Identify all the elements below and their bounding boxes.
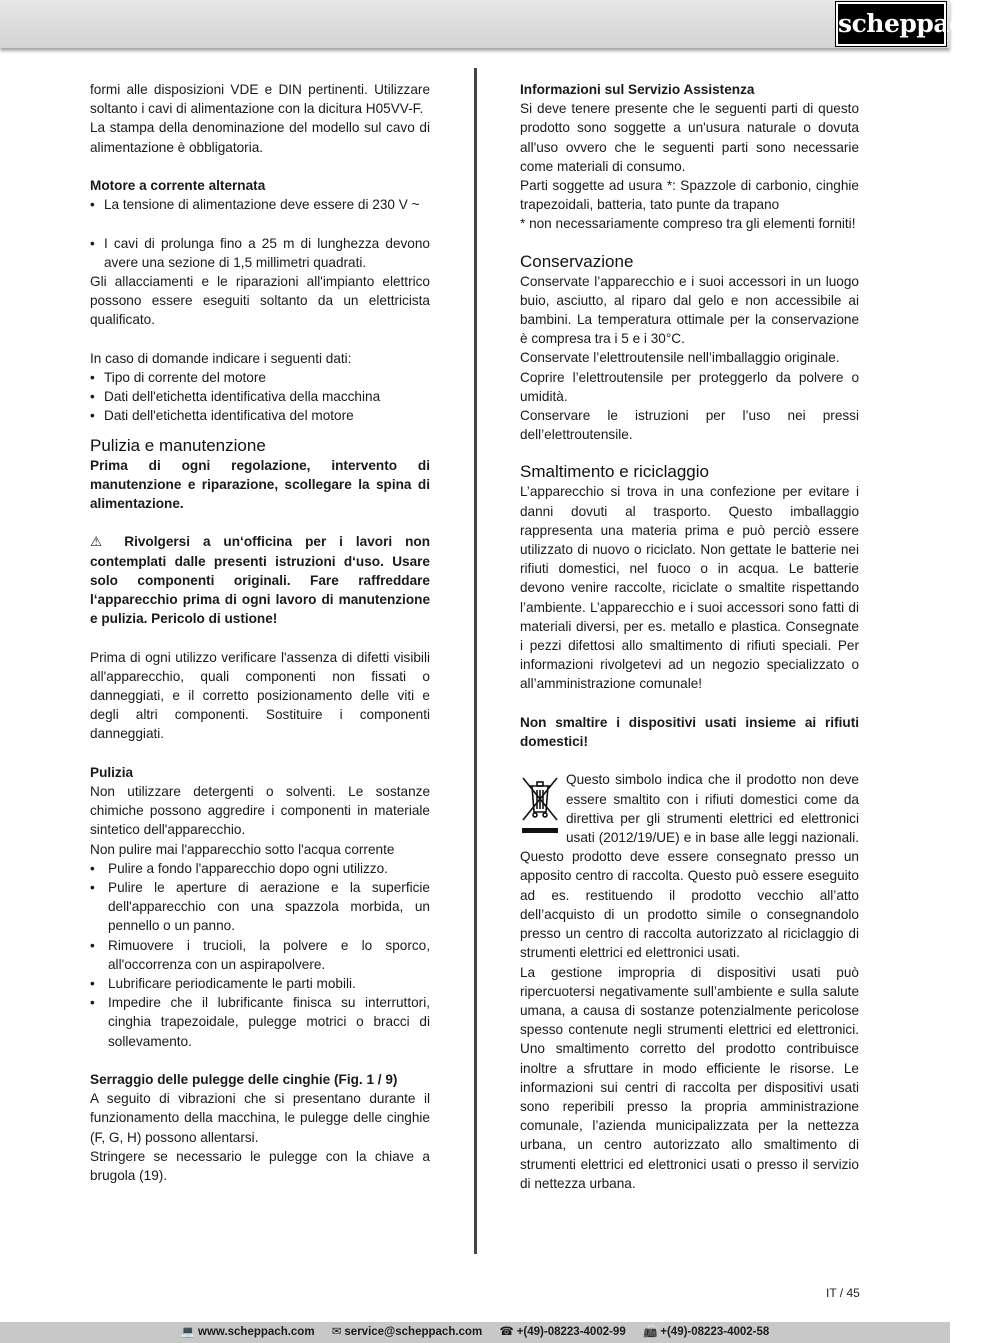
- fax-icon: 📠: [642, 1326, 658, 1338]
- footer-phone[interactable]: [499, 1326, 625, 1338]
- cleaning-warning-2: [90, 532, 430, 628]
- footer-website[interactable]: [181, 1326, 315, 1338]
- weee-crossed-bin-icon: [520, 772, 562, 838]
- list-item: • Rimuovere i trucioli, la polvere e lo sporco, all'occorrenza con un aspirapolvere.: [90, 936, 430, 974]
- cleaning-warning-1: Prima di ogni regolazione, intervento di manutenzione e riparazione, scollegare la spina di alimentazione.: [90, 457, 430, 512]
- check-text: Prima di ogni utilizzo verificare l'assenza di difetti visibili all'apparecchio, quali componenti non fissati o danneggiati, e il corretto posizionamento delle viti e degli altri componenti. Sostituire i componenti danneggiati.: [90, 649, 430, 742]
- connections-text: Gli allacciamenti e le riparazioni all'impianto elettrico possono essere eseguiti soltanto da un elettricista qualificato.: [90, 274, 430, 328]
- intro-text-2: La stampa della denominazione del modello sul cavo di alimentazione è obbligatoria.: [90, 120, 430, 155]
- intro-text-1: formi alle disposizioni VDE e DIN pertinenti. Utilizzare soltanto i cavi di alimentazione con la dicitura H05VV-F.: [90, 82, 430, 117]
- list-item: • La tensione di alimentazione deve essere di 230 V ~: [90, 195, 430, 214]
- storage-text-2: Conservate l’elettroutensile nell’imballaggio originale.: [520, 350, 840, 366]
- motor-heading: Motore a corrente alternata: [90, 178, 266, 193]
- storage-text-4: Conservare le istruzioni per l’uso nei pressi dell’elettroutensile.: [520, 408, 859, 443]
- pulleys-text-2: Stringere se necessario le pulegge con la chiave a brugola (19).: [90, 1148, 430, 1184]
- page-number: IT / 45: [826, 1286, 860, 1300]
- service-heading: Informazioni sul Servizio Assistenza: [520, 82, 755, 97]
- left-column: [90, 80, 430, 1185]
- pulizia-list: [90, 859, 430, 1051]
- pulleys-text-1: A seguito di vibrazioni che si presentano durante il funzionamento della macchina, le pulegge delle cinghie (F, G, H) possono allentarsi.: [90, 1091, 430, 1145]
- phone-number[interactable]: +(49)-08223-4002-99: [516, 1326, 626, 1338]
- list-item: • Pulire le aperture di aerazione e la superficie dell'apparecchio con una spazzola morbida, un pennello o un panno.: [90, 878, 430, 936]
- weee-text: Questo simbolo indica che il prodotto non deve essere smaltito con i rifiuti domestici come da direttiva per gli strumenti elettrici ed elettronici usati (2012/19/UE) e in base alle leggi nazionali. Questo prodotto deve essere consegnato presso un apposito centro di raccolta. Questo può essere eseguito ad es. restituendo il prodotto vecchio all’atto dell’acquisto di un prodotto simile o consegnandolo presso un centro di raccolta autorizzato al riciclaggio di strumenti elettrici ed elettronici usati.: [520, 772, 859, 961]
- scheppach-logo: scheppach: [836, 2, 946, 46]
- list-item: • Lubrificare periodicamente le parti mobili.: [90, 974, 430, 993]
- footer-fax: [643, 1326, 769, 1338]
- storage-heading: Conservazione: [520, 251, 634, 271]
- list-item: • I cavi di prolunga fino a 25 m di lunghezza devono avere una sezione di 1,5 millimetri quadrati.: [90, 234, 430, 272]
- right-column: [520, 80, 859, 1193]
- motor-list-1: [90, 195, 430, 214]
- disposal-heading: Smaltimento e riciclaggio: [520, 462, 709, 482]
- list-item: • Tipo di corrente del motore: [90, 368, 430, 387]
- fax-number: +(49)-08223-4002-58: [660, 1326, 770, 1338]
- footer-email[interactable]: [332, 1326, 482, 1338]
- service-text-2: Parti soggette ad usura *: Spazzole di carbonio, cinghie trapezoidali, batteria, tato punte da trapano: [520, 178, 859, 213]
- pulizia-heading: Pulizia: [90, 764, 134, 780]
- disposal-warning: Non smaltire i dispositivi usati insieme ai rifiuti domestici!: [520, 714, 859, 750]
- storage-text-1: Conservate l’apparecchio e i suoi accessori in un luogo buio, asciutto, al riparo dal gelo e non accessibile ai bambini. La temperatura ottimale per la conservazione è compresa tra i 5 e i 30°C.: [520, 273, 859, 347]
- questions-intro: In caso di domande indicare i seguenti dati:: [90, 350, 352, 366]
- storage-text-3: Coprire l’elettroutensile per proteggerlo da polvere o umidità.: [520, 369, 859, 404]
- footer-contact-bar: [0, 1322, 950, 1343]
- weee-text-2: La gestione impropria di dispositivi usati può ripercuotersi negativamente sull’ambiente e sulla salute umana, a causa di sostanze potenzialmente pericolose spesso contenute negli strumenti elettrici ed elettronici. Uno smaltimento corretto del prodotto contribuisce inoltre a sfruttare in modo efficiente le risorse. Le informazioni sui centri di raccolta per dispositivi usati sono reperibili presso la propria amministrazione comunale, l’azienda municipalizzata per la nettezza urbana, un centro autorizzato allo smaltimento di strumenti elettrici ed elettronici usati o presso il servizio di nettezza urbana.: [520, 964, 859, 1191]
- questions-list: [90, 368, 430, 426]
- column-divider: [474, 68, 477, 1254]
- motor-list-2: [90, 234, 430, 272]
- list-item: • Dati dell'etichetta identificativa del motore: [90, 406, 430, 425]
- disposal-text-1: L’apparecchio si trova in una confezione per evitare i danni dovuti al trasporto. Questo imballaggio rappresenta una materia prima e può perciò essere utilizzato di nuovo o riciclato. Non gettate le batterie nei rifiuti domestici, nel fuoco o in acqua. Le batterie devono venire raccolte, riciclate o smaltite rispettando l’ambiente. L’apparecchio e i suoi accessori sono fatti di materiali diversi, per es. metallo e plastica. Consegnate i pezzi difettosi allo smaltimento di rifiuti speciali. Per informazioni rivolgetevi ad un negozio specializzato o all’amministrazione comunale!: [520, 484, 859, 692]
- list-item: • Impedire che il lubrificante finisca su interruttori, cinghia trapezoidale, pulegge motrici o bracci di sollevamento.: [90, 993, 430, 1051]
- mail-icon: ✉: [331, 1326, 342, 1338]
- cleaning-heading: Pulizia e manutenzione: [90, 435, 266, 455]
- email-link[interactable]: service@scheppach.com: [344, 1326, 483, 1338]
- list-item: • Dati dell'etichetta identificativa della macchina: [90, 387, 430, 406]
- service-text-1: Si deve tenere presente che le seguenti parti di questo prodotto sono soggette a un'usura naturale o dovuta all'uso ovvero che le seguenti parti sono necessarie come materiali di consumo.: [520, 101, 859, 174]
- pulleys-heading: Serraggio delle pulegge delle cinghie (Fig. 1 / 9): [90, 1072, 398, 1088]
- phone-icon: ☎: [499, 1326, 514, 1338]
- warning-icon: ⚠: [90, 534, 112, 550]
- service-text-3: * non necessariamente compreso tra gli elementi forniti!: [520, 216, 856, 232]
- pulizia-text-2: Non pulire mai l'apparecchio sotto l'acqua corrente: [90, 841, 395, 857]
- computer-icon: 💻: [180, 1326, 196, 1338]
- pulizia-text-1: Non utilizzare detergenti o solventi. Le sostanze chimiche possono aggredire i componenti in materiale sintetico dell'apparecchio.: [90, 784, 430, 838]
- header-band: [0, 0, 950, 48]
- cleaning-warning-2-text: Rivolgersi a un‘officina per i lavori non contemplati dalle presenti istruzioni d‘uso. Usare solo componenti originali. Fare raffreddare l‘apparecchio prima di ogni lavoro di manutenzione e pulizia. Pericolo di ustione!: [90, 534, 430, 627]
- list-item: • Pulire a fondo l'apparecchio dopo ogni utilizzo.: [90, 859, 430, 878]
- website-link[interactable]: www.scheppach.com: [198, 1326, 315, 1338]
